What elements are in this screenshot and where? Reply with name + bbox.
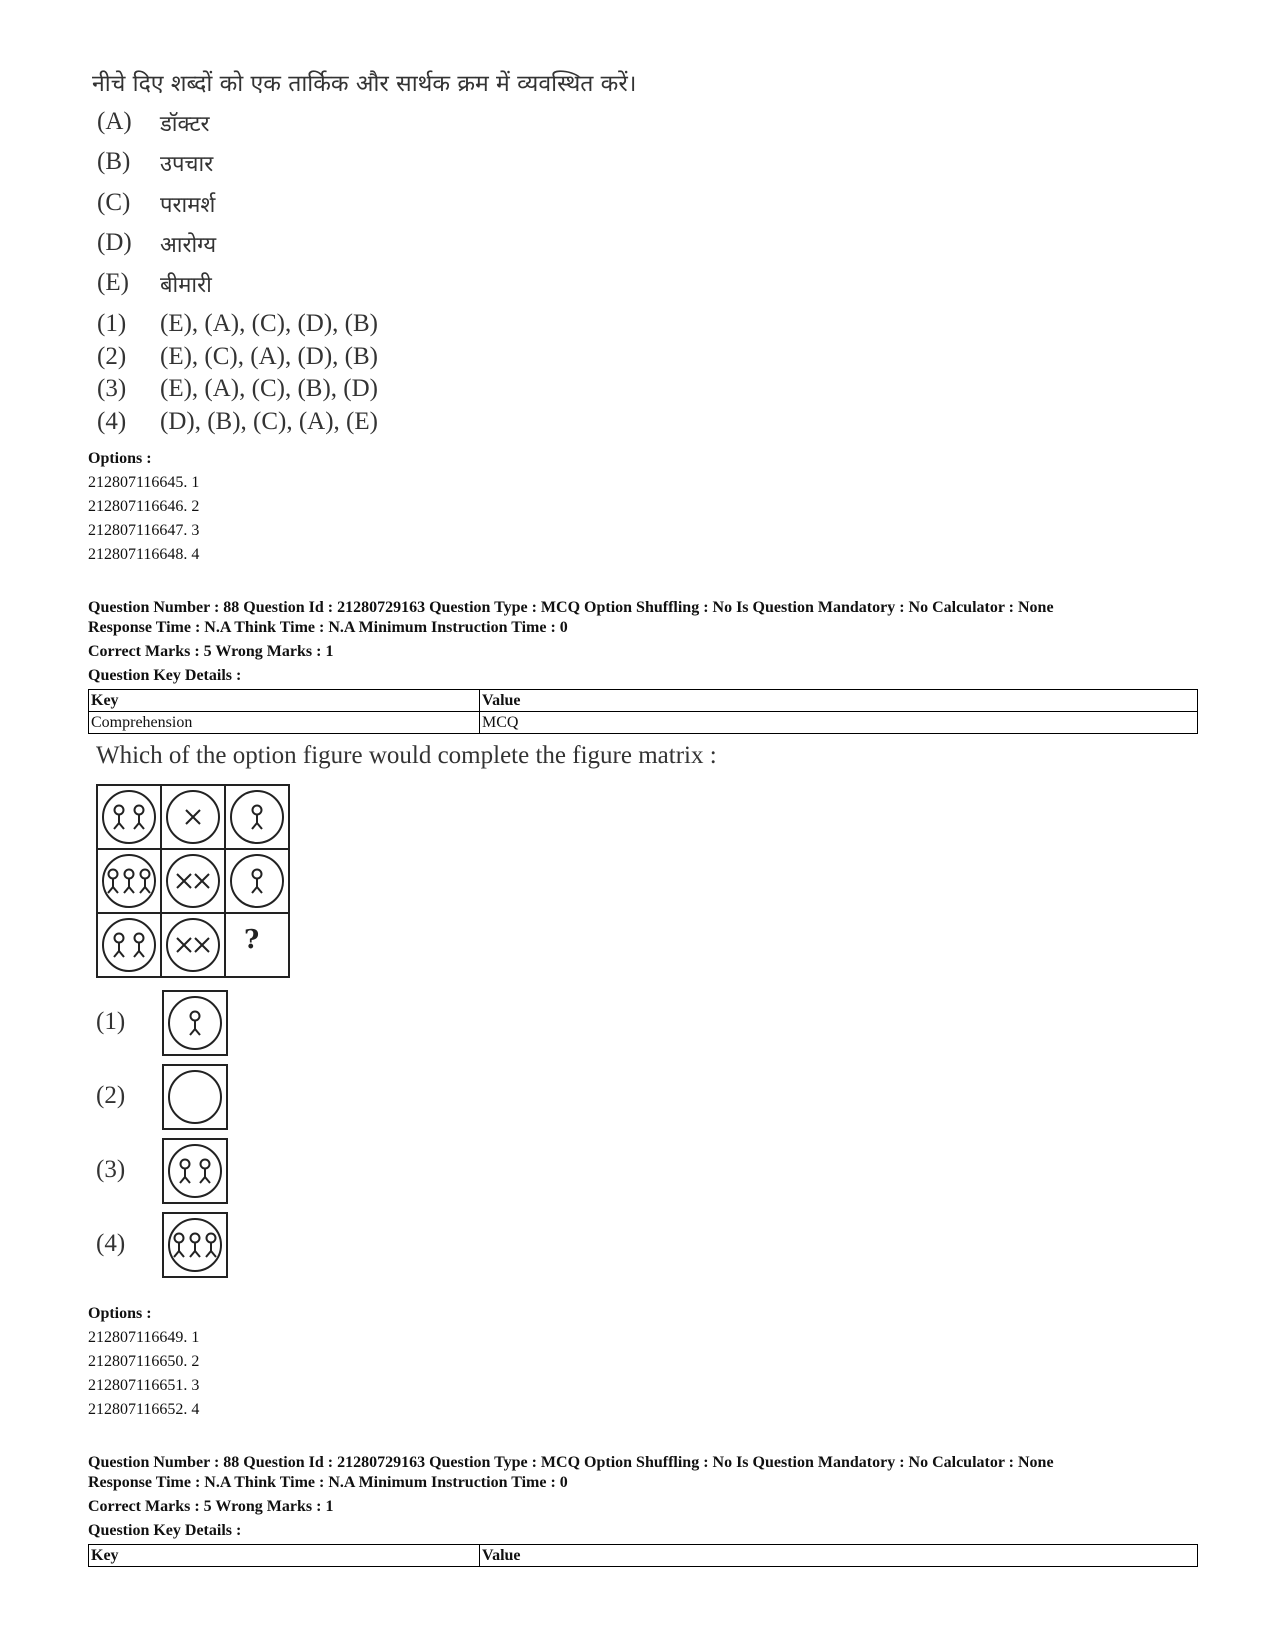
key-details-heading: Question Key Details : bbox=[88, 1522, 242, 1539]
figure-option-4 bbox=[162, 1212, 228, 1278]
figure-option-label: (1) bbox=[96, 1008, 126, 1035]
figure-matrix bbox=[96, 784, 290, 978]
empty-circle-icon bbox=[162, 1064, 228, 1130]
item-label: (D) bbox=[97, 229, 132, 256]
question-meta: Question Number : 88 Question Id : 21280729163 Question Type : MCQ Option Shuffling : No Is Question Mandatory : No Calculator : None bbox=[88, 599, 1054, 616]
figure-matrix-graphic bbox=[96, 784, 290, 978]
table-header-row bbox=[89, 1545, 1198, 1567]
item-text: परामर्श bbox=[160, 193, 216, 218]
options-heading: Options : bbox=[88, 1305, 152, 1322]
figure-option-label: (2) bbox=[96, 1082, 126, 1109]
item-text: डॉक्टर bbox=[160, 112, 210, 137]
three-figures-icon bbox=[162, 1212, 228, 1278]
item-label: (B) bbox=[97, 148, 131, 175]
answer-label: (1) bbox=[97, 310, 127, 337]
option-line: 212807116652. 4 bbox=[88, 1401, 200, 1418]
item-label: (E) bbox=[97, 269, 129, 296]
option-line: 212807116648. 4 bbox=[88, 546, 200, 563]
option-line: 212807116649. 1 bbox=[88, 1329, 200, 1346]
question-meta: Response Time : N.A Think Time : N.A Minimum Instruction Time : 0 bbox=[88, 1474, 568, 1491]
matrix-question-mark: ? bbox=[244, 925, 260, 955]
item-label: (C) bbox=[97, 189, 131, 216]
key-details-table bbox=[88, 689, 1198, 734]
answer-text: (E), (C), (A), (D), (B) bbox=[160, 343, 378, 370]
marks-line: Correct Marks : 5 Wrong Marks : 1 bbox=[88, 643, 334, 660]
one-figure-icon bbox=[162, 990, 228, 1056]
table-row bbox=[89, 712, 1198, 734]
options-heading: Options : bbox=[88, 450, 152, 467]
answer-label: (3) bbox=[97, 375, 127, 402]
marks-line: Correct Marks : 5 Wrong Marks : 1 bbox=[88, 1498, 334, 1515]
item-label: (A) bbox=[97, 108, 132, 135]
figure-option-1 bbox=[162, 990, 228, 1056]
item-text: बीमारी bbox=[160, 273, 212, 298]
answer-label: (2) bbox=[97, 343, 127, 370]
figure-option-2 bbox=[162, 1064, 228, 1130]
option-line: 212807116651. 3 bbox=[88, 1377, 200, 1394]
answer-text: (E), (A), (C), (D), (B) bbox=[160, 310, 378, 337]
table-cell: MCQ bbox=[480, 712, 1198, 734]
table-header-cell: Key bbox=[89, 1545, 480, 1567]
question-meta: Question Number : 88 Question Id : 21280729163 Question Type : MCQ Option Shuffling : No Is Question Mandatory : No Calculator : None bbox=[88, 1454, 1054, 1471]
two-figures-icon bbox=[162, 1138, 228, 1204]
option-line: 212807116647. 3 bbox=[88, 522, 200, 539]
figure-option-label: (3) bbox=[96, 1156, 126, 1183]
answer-text: (E), (A), (C), (B), (D) bbox=[160, 375, 378, 402]
item-text: उपचार bbox=[160, 152, 214, 177]
answer-label: (4) bbox=[97, 408, 127, 435]
table-header-row bbox=[89, 690, 1198, 712]
figure-option-3 bbox=[162, 1138, 228, 1204]
question-instruction: नीचे दिए शब्दों को एक तार्किक और सार्थक क्रम में व्यवस्थित करें। bbox=[92, 71, 637, 97]
key-details-table bbox=[88, 1544, 1198, 1567]
item-text: आरोग्य bbox=[160, 233, 217, 258]
figure-option-label: (4) bbox=[96, 1230, 126, 1257]
table-cell: Comprehension bbox=[89, 712, 480, 734]
question-text: Which of the option figure would complete the figure matrix : bbox=[96, 742, 717, 769]
table-header-cell: Value bbox=[480, 1545, 1198, 1567]
option-line: 212807116645. 1 bbox=[88, 474, 200, 491]
table-header-cell: Value bbox=[480, 690, 1198, 712]
option-line: 212807116646. 2 bbox=[88, 498, 200, 515]
table-header-cell: Key bbox=[89, 690, 480, 712]
answer-text: (D), (B), (C), (A), (E) bbox=[160, 408, 378, 435]
question-meta: Response Time : N.A Think Time : N.A Minimum Instruction Time : 0 bbox=[88, 619, 568, 636]
key-details-heading: Question Key Details : bbox=[88, 667, 242, 684]
option-line: 212807116650. 2 bbox=[88, 1353, 200, 1370]
